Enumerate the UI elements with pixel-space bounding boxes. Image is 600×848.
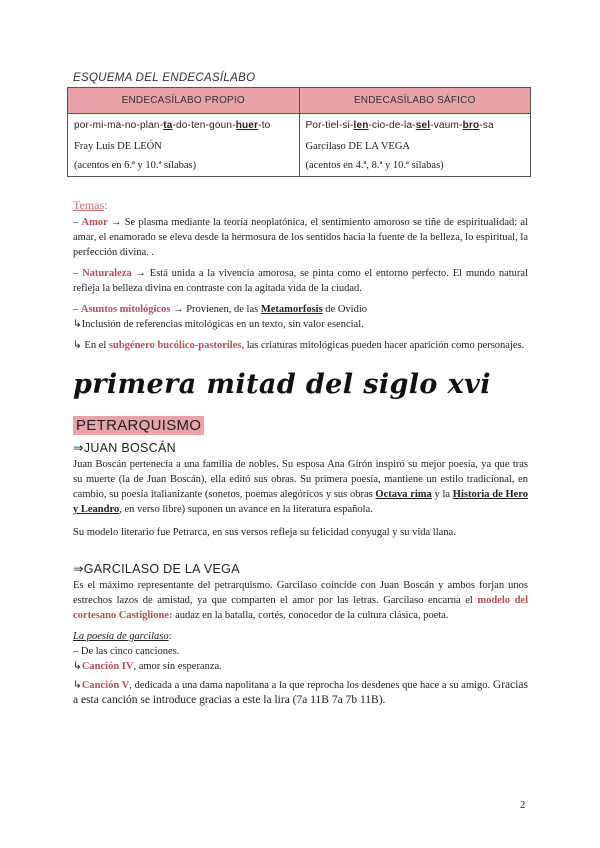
accents-propio: (acentos en 6.ª y 10.ª sílabas) bbox=[74, 160, 197, 171]
temas-label: Temas bbox=[73, 198, 105, 212]
boscan-text: y la bbox=[431, 489, 453, 500]
syllables-propio bbox=[74, 119, 293, 132]
page-number: 2 bbox=[520, 800, 526, 811]
section-heading-petrarquismo: PETRARQUISMO bbox=[73, 416, 204, 435]
cell-safico bbox=[299, 114, 531, 177]
tema-key-amor: Amor bbox=[81, 217, 108, 228]
arrow-prefix: ↳ bbox=[73, 680, 82, 691]
dash: – bbox=[73, 304, 81, 315]
syllables-safico bbox=[306, 119, 525, 132]
cell-propio bbox=[68, 114, 300, 177]
endecasilabo-table bbox=[67, 87, 531, 177]
syll-text: por-mi-ma-no-plan- bbox=[74, 120, 164, 131]
schema-title: ESQUEMA DEL ENDECASÍLABO bbox=[73, 72, 256, 84]
tema-amor bbox=[73, 215, 528, 260]
work-octava-rima: Octava rima bbox=[375, 489, 432, 500]
stressed-syllable: sel bbox=[415, 120, 431, 131]
garcilaso-heading: ⇒GARCILASO DE LA VEGA bbox=[73, 562, 240, 576]
garcilaso-section bbox=[73, 562, 528, 714]
arrow-prefix: ↳ bbox=[73, 661, 82, 672]
syll-text: -cio-de-la- bbox=[368, 120, 416, 131]
boscan-heading: ⇒JUAN BOSCÁN bbox=[73, 441, 176, 455]
tema-text-naturaleza: → Está unida a la vivencia amorosa, se pinta como el entorno perfecto. El mundo natural refleja la belleza divina en contraste con la agitada vida de la ciudad. bbox=[73, 268, 529, 294]
cancion-v-text-2: Gracias a esta canción se introduce gracias a este la lira (7a 11B 7a 7b 11B). bbox=[73, 679, 529, 706]
cancion-v-text: , dedicada a una dama napolitana a la que reprocha los desdenes que hace a su amigo. bbox=[129, 680, 493, 691]
tema-mitologia bbox=[73, 302, 528, 317]
boscan-text: Juan Boscán pertenecía a una familia de nobles. Su esposa Ana Girón inspiró su mejor poesía, ya que tras su muerte (la de Juan Boscán), ella editó sus obras. Su primera poesía, mantiene un estilo tradicional, en cambio, su poesía italianizante (sonetos, poemas alegóricos y sus obras bbox=[73, 459, 528, 500]
tema-text-mitologia-2: de Ovidio bbox=[322, 304, 367, 315]
syll-text: -sa bbox=[479, 120, 494, 131]
boscan-paragraph-1 bbox=[73, 457, 528, 517]
author-safico: Garcilaso DE LA VEGA bbox=[305, 141, 410, 152]
header-safico: ENDECASÍLABO SÁFICO bbox=[299, 88, 531, 114]
cancion-iv-text: , amor sin esperanza. bbox=[133, 661, 222, 672]
tema-naturaleza bbox=[73, 266, 528, 296]
stressed-syllable: bro bbox=[462, 120, 480, 131]
tema-text-amor: → Se plasma mediante la teoría neoplatónica, el sentimiento amoroso se tiñe de espiritualidad: al amar, el enamorado se eleva desde la hermosura de los sentidos hacia la fuente de la belleza, lo espiritual, la perfección divina. . bbox=[73, 217, 528, 258]
poesia-label: La poesía de garcilaso bbox=[73, 631, 169, 642]
garcilaso-text: audaz en la batalla, cortés, conocedor de la cultura clásica, poeta. bbox=[172, 610, 449, 621]
dash: – bbox=[73, 217, 82, 228]
canciones-line: – De las cinco canciones. bbox=[73, 646, 180, 657]
poesia-colon: : bbox=[168, 631, 172, 642]
cancion-iv-line bbox=[73, 659, 528, 674]
stressed-syllable: ta bbox=[163, 120, 173, 131]
work-metamorfosis: Metamorfosis bbox=[260, 304, 323, 315]
header-propio: ENDECASÍLABO PROPIO bbox=[68, 88, 300, 114]
accents-safico: (acentos en 4.ª, 8.ª y 10.ª sílabas) bbox=[305, 160, 444, 171]
table-row bbox=[68, 114, 531, 177]
stressed-syllable: len bbox=[353, 120, 369, 131]
table-header-row bbox=[68, 88, 531, 114]
tema-key-naturaleza: Naturaleza bbox=[82, 268, 132, 279]
tema-text-mitologia: → Provienen, de las bbox=[170, 304, 261, 315]
poesia-heading bbox=[73, 629, 528, 644]
temas-colon: : bbox=[104, 198, 108, 212]
arrow-prefix: ↳ En el bbox=[73, 340, 109, 351]
dash: – bbox=[73, 268, 83, 279]
temas-section bbox=[73, 198, 528, 359]
cancion-v-line bbox=[73, 678, 528, 708]
tema-mitologia-sub: ↳Inclusión de referencias mitológicas en un texto, sin valor esencial. bbox=[73, 319, 364, 330]
garcilaso-paragraph-1 bbox=[73, 578, 528, 623]
stressed-syllable: huer bbox=[235, 120, 259, 131]
boscan-paragraph-2: Su modelo literario fue Petrarca, en sus versos refleja su felicidad conyugal y su vida llana. bbox=[73, 527, 456, 538]
cancion-v-key: Canción V bbox=[81, 680, 130, 691]
syll-text: -to bbox=[258, 120, 271, 131]
tema-bucolico bbox=[73, 338, 528, 353]
author-propio: Fray Luis DE LEÓN bbox=[74, 141, 162, 152]
tema-text-bucolico: las criaturas mitológicas pueden hacer aparición como personajes. bbox=[244, 340, 525, 351]
garcilaso-text: Es el máximo representante del petrarquismo. Garcilaso coincide con Juan Boscán y ambos forjan unos estrechos lazos de amistad, ya que comparten el amor por las letras. Garcilaso encarna el bbox=[73, 580, 528, 606]
cortesano-highlight: modelo del cortesano Castiglione: bbox=[73, 595, 528, 621]
boscan-text: , en verso libre) suponen un avance en la literatura española. bbox=[119, 504, 373, 515]
work-hero-leandro: Historia de Hero y Leandro bbox=[73, 489, 529, 515]
syll-text: -do-ten-goun- bbox=[172, 120, 236, 131]
syll-text: Por-tiel-si- bbox=[305, 120, 354, 131]
tema-key-bucolico: subgénero bucólico-pastoriles, bbox=[108, 340, 245, 351]
cancion-iv-key: Canción IV bbox=[81, 661, 134, 672]
tema-key-mitologia: Asuntos mitológicos bbox=[80, 304, 171, 315]
boscan-section bbox=[73, 441, 528, 546]
temas-heading bbox=[73, 198, 528, 214]
syll-text: -vaum- bbox=[430, 120, 463, 131]
main-title: primera mitad del siglo xvi bbox=[73, 369, 491, 400]
